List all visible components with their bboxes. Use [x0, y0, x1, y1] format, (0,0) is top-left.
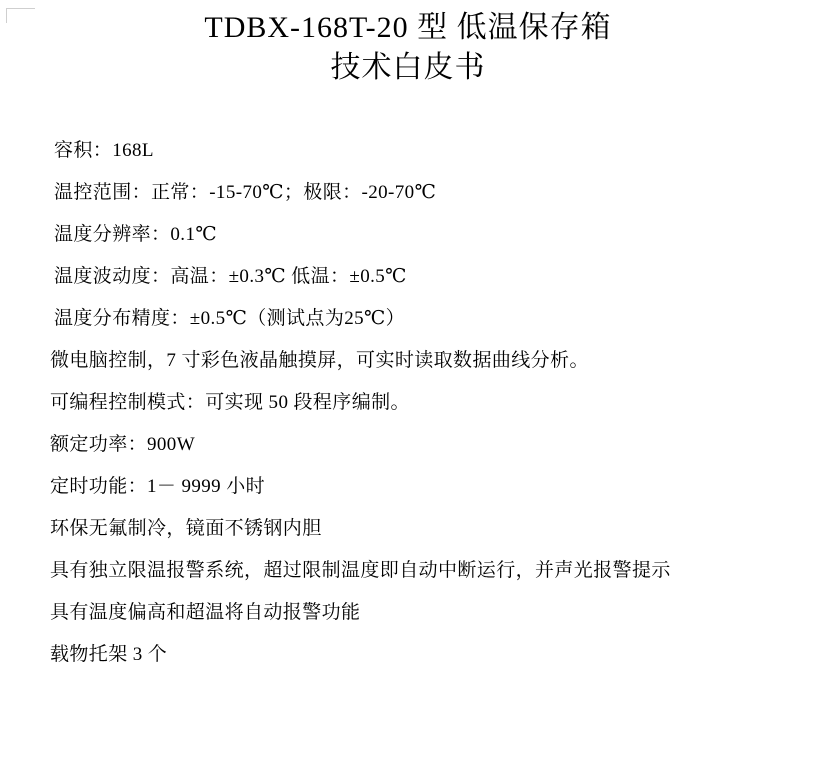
spec-item: 环保无氟制冷，镜面不锈钢内胆 [50, 518, 322, 539]
spec-item: 额定功率：900W [50, 434, 196, 455]
spec-item: 定时功能：1－ 9999 小时 [50, 476, 266, 497]
page-corner-mark [6, 8, 35, 23]
spec-item: 载物托架 3 个 [50, 644, 168, 665]
spec-item: 温控范围：正常：-15-70℃；极限：-20-70℃ [54, 182, 437, 203]
spec-item: 温度分辨率：0.1℃ [54, 224, 218, 245]
spec-item: 具有独立限温报警系统，超过限制温度即自动中断运行，并声光报警提示 [50, 560, 671, 581]
spec-item: 容积：168L [54, 140, 154, 161]
spec-list [0, 130, 816, 676]
spec-item: 可编程控制模式：可实现 50 段程序编制。 [50, 392, 410, 413]
spec-item: 微电脑控制，7 寸彩色液晶触摸屏，可实时读取数据曲线分析。 [50, 350, 589, 371]
spec-item: 具有温度偏高和超温将自动报警功能 [50, 602, 361, 623]
spec-item: 温度波动度：高温：±0.3℃ 低温：±0.5℃ [54, 266, 407, 287]
spec-item: 温度分布精度：±0.5℃（测试点为25℃） [54, 308, 406, 329]
title-line-1: TDBX-168T-20 型 低温保存箱 [204, 11, 612, 44]
title-line-2: 技术白皮书 [330, 51, 486, 84]
document-title [0, 0, 816, 88]
